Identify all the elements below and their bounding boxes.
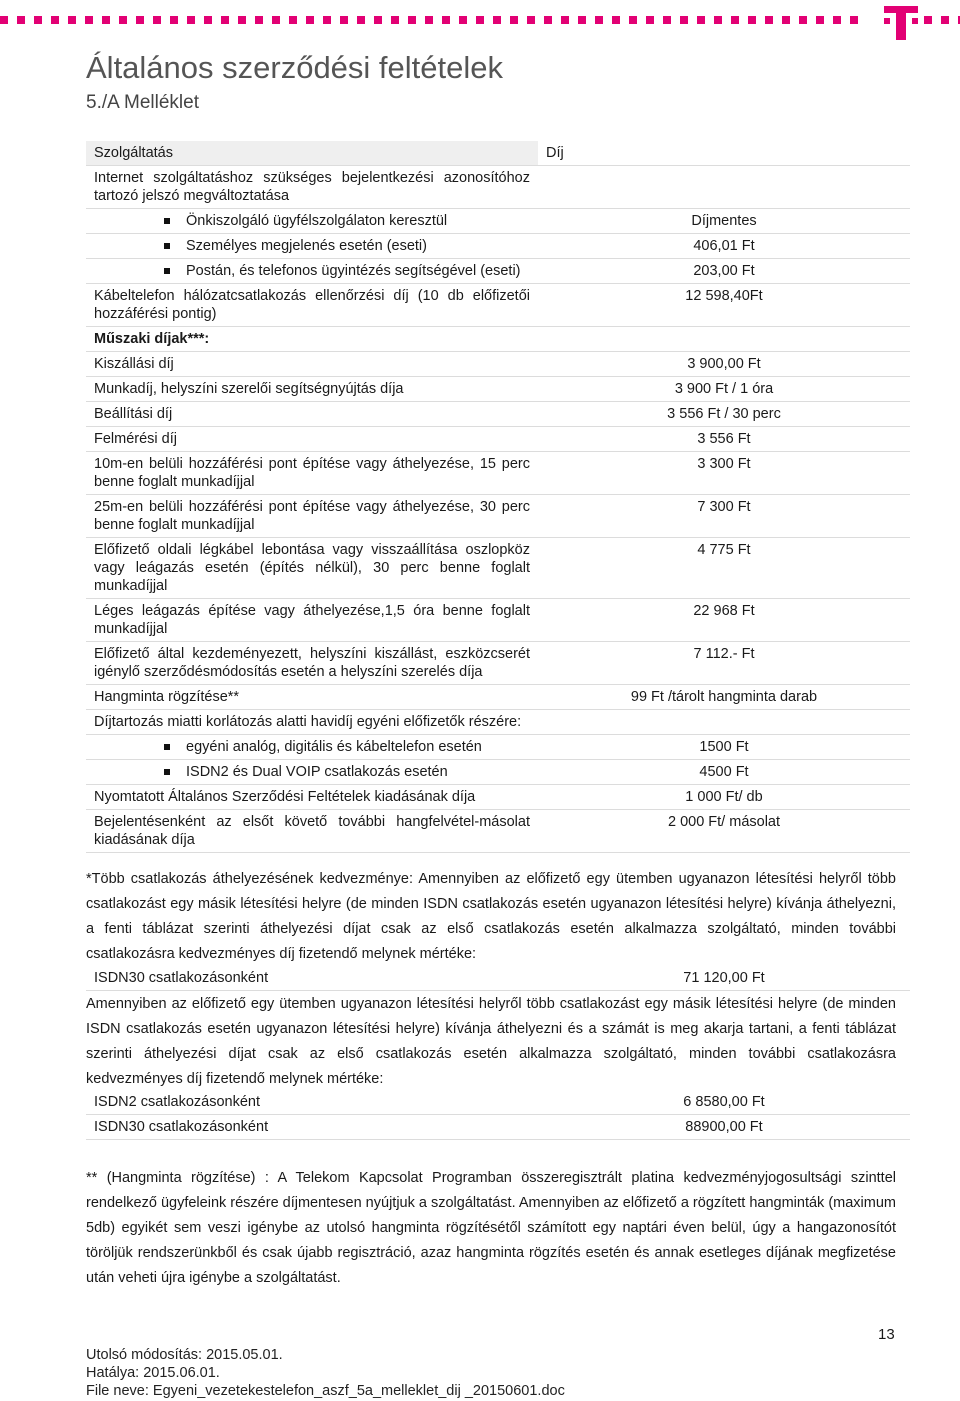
table-row [86, 377, 910, 402]
service-cell: ISDN2 csatlakozásonként [94, 1094, 261, 1110]
table-row [86, 402, 910, 427]
fee-cell: 2 000 Ft/ másolat [667, 814, 781, 830]
note-keep-number: Amennyiben az előfizető egy ütemben ugyanazon létesítési helyről több csatlakozást egy másik létesítési helyre (de minden ISDN csatlakozás esetén ugyanazon létesítési helyre) kívánja áthelyezni és a számát is meg akarja tartani, a fenti táblázat szerinti áthelyezési díjat csak az első csatlakozás esetén alkalmazza szolgáltató, minden további csatlakozásra kedvezményes díj fizetendő melynek mértéke: [86, 996, 896, 1087]
table-row [86, 259, 910, 284]
table-row [86, 1115, 910, 1140]
isdn-fee-table [86, 1090, 910, 1140]
fee-cell: 3 556 Ft / 30 perc [667, 406, 781, 422]
fee-cell: 203,00 Ft [693, 263, 755, 279]
service-cell: Önkiszolgáló ügyfélszolgálaton keresztül [86, 209, 538, 233]
fee-table [86, 141, 910, 853]
fee-cell: Díjmentes [691, 213, 757, 229]
fee-cell: 71 120,00 Ft [683, 970, 765, 986]
fee-cell: 1500 Ft [699, 739, 749, 755]
table-row [86, 538, 910, 599]
service-cell: Kiszállási díj [94, 356, 174, 372]
service-cell: egyéni analóg, digitális és kábeltelefon esetén [86, 735, 538, 759]
fee-cell: 3 300 Ft [697, 456, 751, 472]
fee-cell: 4 775 Ft [697, 542, 751, 558]
footer-effective: Hatálya: 2015.06.01. [86, 1365, 220, 1381]
table-row [86, 234, 910, 259]
fee-cell: 88900,00 Ft [685, 1119, 763, 1135]
fee-cell: 1 000 Ft/ db [685, 789, 763, 805]
table-row [86, 427, 910, 452]
table-row [86, 209, 910, 234]
table-row [86, 599, 910, 642]
service-cell: Kábeltelefon hálózatcsatlakozás ellenőrzési díj (10 db előfizetői hozzáférési pontig) [94, 288, 530, 322]
table-row [86, 735, 910, 760]
service-cell: Léges leágazás építése vagy áthelyezése,1,5 óra benne foglalt munkadíjjal [94, 603, 530, 637]
service-cell: Műszaki díjak***: [94, 331, 210, 347]
fee-cell: 12 598,40Ft [685, 288, 763, 304]
service-cell: Bejelentésenként az elsőt követő további hangfelvétel-másolat kiadásának díja [94, 814, 530, 848]
table-row [86, 495, 910, 538]
table-row [86, 760, 910, 785]
service-cell: Díjtartozás miatti korlátozás alatti havidíj egyéni előfizetők részére: [94, 714, 522, 730]
table-row [86, 966, 910, 991]
telekom-logo-icon [884, 6, 918, 40]
service-cell: Előfizető által kezdeményezett, helyszíni kiszállást, eszközcserét igénylő szerződésmódosítás esetén a helyszíni szerelés díja [94, 646, 530, 680]
footer-modified: Utolsó módosítás: 2015.05.01. [86, 1347, 283, 1363]
table-header [86, 141, 910, 166]
note-multiple-relocation: *Több csatlakozás áthelyezésének kedvezménye: Amennyiben az előfizető egy ütemben ugyanazon létesítési helyről több csatlakozást egy másik létesítési helyre (de minden ISDN csatlakozás esetén ugyanazon létesítési helyre) kívánja áthelyezni, a fenti táblázat szerinti áthelyezési díjat csak az első csatlakozás esetén alkalmazza szolgáltató, minden további csatlakozásra kedvezményes díj fizetendő melynek mértéke: [86, 871, 896, 962]
fee-cell [538, 166, 910, 208]
table-row [86, 452, 910, 495]
table-row [86, 327, 910, 352]
fee-cell: 7 300 Ft [697, 499, 751, 515]
service-cell: Beállítási díj [94, 406, 173, 422]
service-cell: 25m-en belüli hozzáférési pont építése vagy áthelyezése, 30 perc benne foglalt munkadíjjal [94, 499, 530, 533]
fee-cell [538, 710, 910, 734]
service-cell: Nyomtatott Általános Szerződési Feltételek kiadásának díja [94, 789, 476, 805]
table-row [86, 710, 910, 735]
fee-cell: 6 8580,00 Ft [683, 1094, 765, 1110]
page-subtitle: 5./A Melléklet [86, 92, 199, 113]
table-row [86, 352, 910, 377]
header-service: Szolgáltatás [86, 141, 538, 165]
fee-cell [538, 327, 910, 351]
service-cell: Előfizető oldali légkábel lebontása vagy visszaállítása oszlopköz vagy leágazás esetén (építés nélkül), 30 perc benne foglalt munkadíjjal [94, 542, 530, 594]
fee-cell: 406,01 Ft [693, 238, 755, 254]
table-row [86, 810, 910, 853]
fee-cell: 3 900,00 Ft [687, 356, 761, 372]
fee-cell: 7 112.- Ft [693, 646, 755, 662]
table-row [86, 166, 910, 209]
service-cell: ISDN30 csatlakozásonként [94, 970, 269, 986]
fee-cell: 22 968 Ft [693, 603, 755, 619]
service-cell: 10m-en belüli hozzáférési pont építése vagy áthelyezése, 15 perc benne foglalt munkadíjjal [94, 456, 530, 490]
fee-cell: 99 Ft /tárolt hangminta darab [630, 689, 818, 705]
service-cell: Munkadíj, helyszíni szerelői segítségnyújtás díja [94, 381, 404, 397]
page-number: 13 [878, 1326, 895, 1343]
fee-cell: 4500 Ft [699, 764, 749, 780]
page-title: Általános szerződési feltételek [86, 50, 504, 85]
table-row [86, 284, 910, 327]
table-row [86, 1090, 910, 1115]
table-row [86, 685, 910, 710]
table-row [86, 785, 910, 810]
header-dot-line [0, 16, 870, 26]
service-cell: Felmérési díj [94, 431, 177, 447]
service-cell: Postán, és telefonos ügyintézés segítségével (eseti) [86, 259, 538, 283]
fee-cell: 3 556 Ft [697, 431, 751, 447]
header-fee: Díj [538, 141, 910, 165]
service-cell: Személyes megjelenés esetén (eseti) [86, 234, 538, 258]
note-voice-sample: ** (Hangminta rögzítése) : A Telekom Kapcsolat Programban összeregisztrált platina kedvezményjogosultsági szinttel rendelkező ügyfeleink részére díjmentesen nyújtjuk a szolgáltatást. Amennyiben az előfizető a rögzített hangminták (maximum 5db) egyikét sem veszi igénybe az utolsó hangminta rögzítésétől számított egy naptári éven belül, úgy a hangazonosítót töröljük rendszerünkből és csak újabb regisztráció, azaz hangminta rögzítés esetén és annak esetleges díjának megfizetése után veheti újra igénybe a szolgáltatást. [86, 1170, 897, 1286]
isdn30-fee-table [86, 966, 910, 991]
service-cell: Internet szolgáltatáshoz szükséges bejelentkezési azonosítóhoz tartozó jelszó megváltoztatása [94, 170, 530, 204]
table-row [86, 642, 910, 685]
fee-cell: 3 900 Ft / 1 óra [674, 381, 774, 397]
footer-filename: File neve: Egyeni_vezetekestelefon_aszf_5a_melleklet_dij _20150601.doc [86, 1383, 565, 1399]
service-cell: ISDN2 és Dual VOIP csatlakozás esetén [86, 760, 538, 784]
service-cell: Hangminta rögzítése** [94, 689, 240, 705]
service-cell: ISDN30 csatlakozásonként [94, 1119, 269, 1135]
header-dot-line-right [924, 16, 960, 24]
